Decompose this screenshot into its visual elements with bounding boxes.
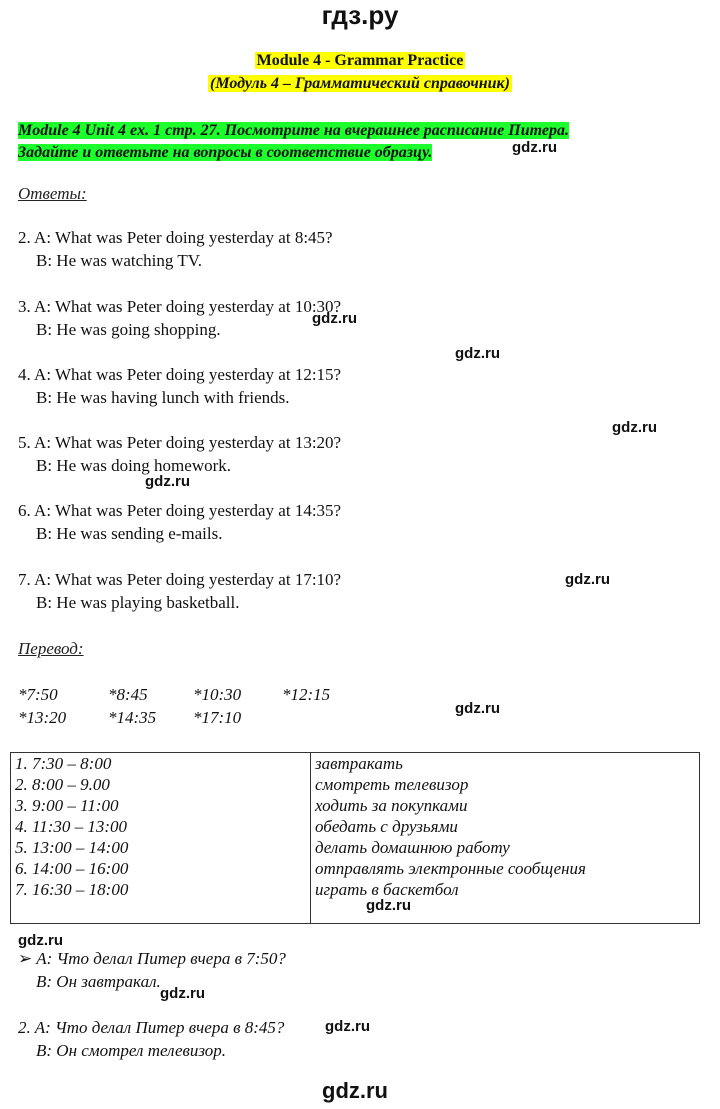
answer-question: 2. A: What was Peter doing yesterday at 8:45? [18,228,333,247]
footer-watermark: gdz.ru [322,1078,388,1103]
schedule-time: 4. 11:30 – 13:00 [15,817,128,836]
time-item: *8:45 [108,685,148,704]
translation-label: Перевод: [18,639,84,658]
schedule-table [10,752,700,924]
schedule-activity: смотреть телевизор [315,775,469,794]
ru-answer-question: 2. A: Что делал Питер вчера в 8:45? [18,1018,285,1037]
title-block [0,50,720,95]
time-item: *7:50 [18,685,58,704]
task-line-1: Module 4 Unit 4 ex. 1 стр. 27. Посмотрите на вчерашнее расписание Питера. [18,122,569,139]
watermark: gdz.ru [160,985,205,1002]
answer-item [18,226,333,272]
schedule-activity: отправлять электронные сообщения [315,859,586,878]
answer-item [18,499,341,545]
answer-reply: B: He was sending e-mails. [36,524,223,543]
schedule-time: 5. 13:00 – 14:00 [15,838,129,857]
schedule-times-cell [11,753,311,924]
ru-answer-item [18,1016,284,1062]
answer-item [18,568,341,614]
answer-item [18,431,341,477]
schedule-activity: завтракать [315,754,403,773]
answer-reply: B: He was going shopping. [36,320,221,339]
task-line-2: Задайте и ответьте на вопросы в соответствие образцу. [18,144,433,161]
time-item: *12:15 [282,685,331,704]
watermark: gdz.ru [18,932,63,949]
schedule-time: 6. 14:00 – 16:00 [15,859,129,878]
answer-item [18,295,341,341]
title-ru: (Модуль 4 – Грамматический справочник) [210,75,510,92]
schedule-time: 1. 7:30 – 8:00 [15,754,112,773]
watermark: gdz.ru [145,473,190,490]
answer-reply: B: He was playing basketball. [36,593,240,612]
time-item: *14:35 [108,708,157,727]
answer-reply: B: He was having lunch with friends. [36,388,290,407]
answer-question: 3. A: What was Peter doing yesterday at 10:30? [18,297,342,316]
answer-question: 6. A: What was Peter doing yesterday at 14:35? [18,501,342,520]
times-row-2 [18,706,241,729]
watermark: gdz.ru [312,310,357,327]
answer-reply: B: He was doing homework. [36,456,232,475]
answer-question: 5. A: What was Peter doing yesterday at 13:20? [18,433,342,452]
watermark: gdz.ru [455,700,500,717]
ru-answer-reply: B: Он завтракал. [36,972,161,991]
times-row-1 [18,683,330,706]
site-header: гдз.ру [321,0,399,30]
time-item: *13:20 [18,708,67,727]
schedule-activity: делать домашнюю работу [315,838,510,857]
time-item: *10:30 [193,685,242,704]
ru-answer-question: A: Что делал Питер вчера в 7:50? [36,949,286,968]
task-statement [18,120,678,164]
watermark: gdz.ru [455,345,500,362]
schedule-time: 7. 16:30 – 18:00 [15,880,129,899]
watermark: gdz.ru [565,571,610,588]
answer-question: 4. A: What was Peter doing yesterday at 12:15? [18,365,342,384]
schedule-time: 2. 8:00 – 9.00 [15,775,110,794]
watermark: gdz.ru [366,897,411,914]
answer-reply: B: He was watching TV. [36,251,203,270]
watermark: gdz.ru [325,1018,370,1035]
watermark: gdz.ru [612,419,657,436]
ru-answer-reply: B: Он смотрел телевизор. [36,1041,227,1060]
ru-answer-item [18,947,286,993]
schedule-activity: обедать с друзьями [315,817,458,836]
schedule-time: 3. 9:00 – 11:00 [15,796,119,815]
time-item: *17:10 [193,708,242,727]
arrow-bullet-icon: ➢ [18,949,33,968]
answers-label: Ответы: [18,184,87,203]
answer-question: 7. A: What was Peter doing yesterday at 17:10? [18,570,342,589]
answer-item [18,363,341,409]
watermark: gdz.ru [512,139,557,156]
schedule-activity: ходить за покупками [315,796,468,815]
title-en: Module 4 - Grammar Practice [256,52,464,69]
schedule-activity: играть в баскетбол [315,880,459,899]
